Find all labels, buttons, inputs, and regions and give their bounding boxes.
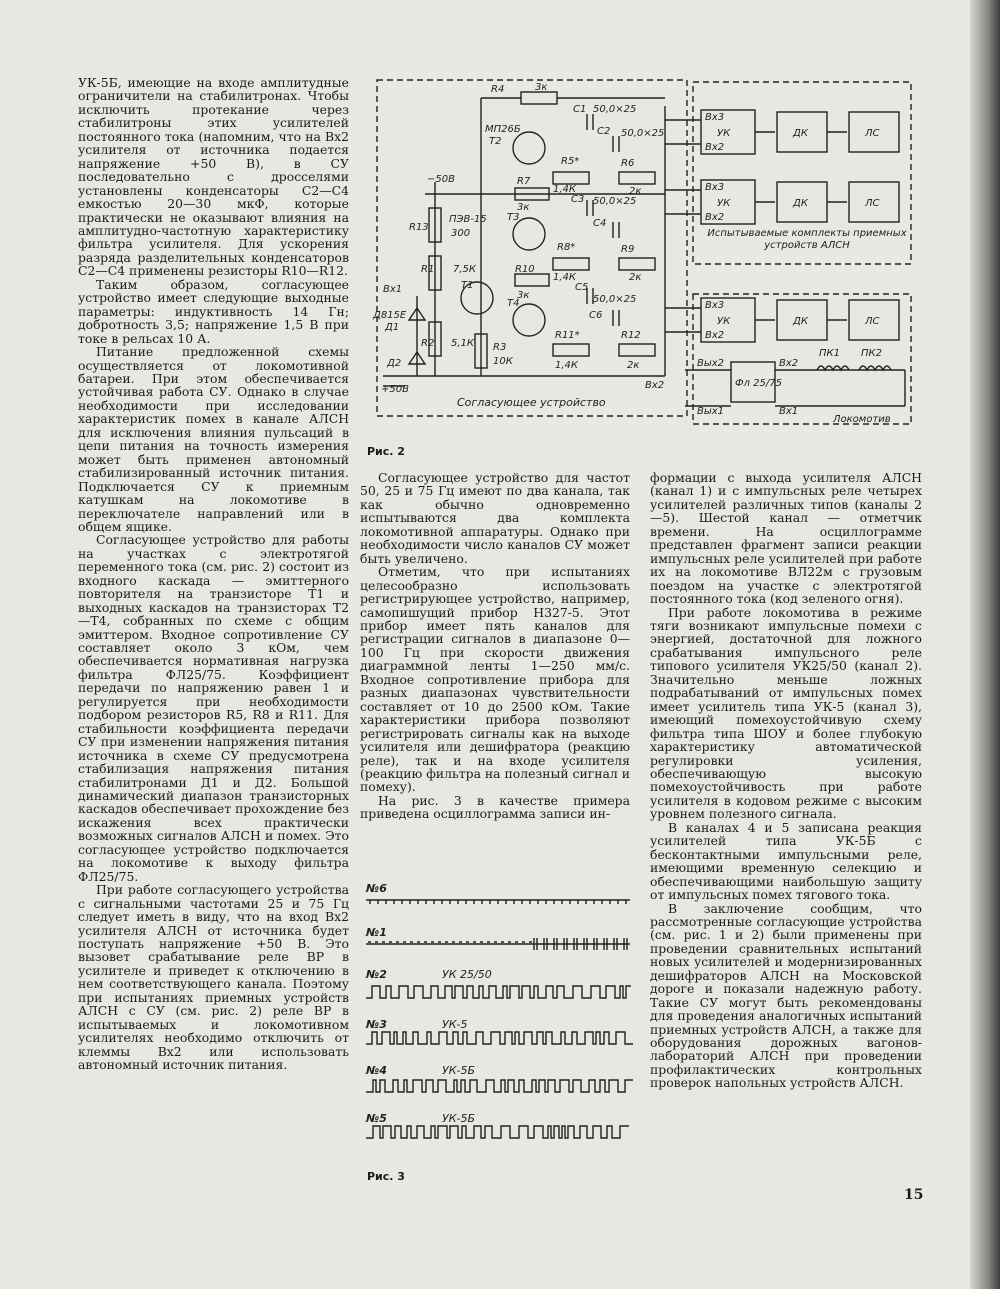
- label-r4-value: 3к: [535, 82, 548, 93]
- text-column-left: [78, 76, 349, 1072]
- figure-2-schematic: [365, 76, 917, 442]
- channel-label: №3: [366, 1018, 387, 1031]
- paragraph: Питание предложенной схемы осуществляется от локомотивной батареи. При этом обеспечивается устойчивая работа СУ. Однако в случае необходимости при исследовании характеристик помех в канале АЛСН для исключения влияния пульсаций в цепи питания на точность измерения может быть применен автономный стабилизированный источник питания. Подключается СУ к приемным катушкам на локомотиве в переключателе направлений или в общем ящике.: [78, 344, 349, 534]
- label-r13-type: ПЭВ-15: [449, 214, 487, 225]
- label-r1-value: 7,5К: [453, 264, 477, 275]
- block-vx2: Вх2: [705, 142, 725, 153]
- label-t4: Т4: [507, 298, 520, 309]
- label-c3: С3: [571, 194, 585, 205]
- label-r5-value: 1,4К: [553, 184, 577, 195]
- label-r12: R12: [621, 330, 641, 341]
- label-d815e: Д815Е: [373, 310, 407, 321]
- paragraph: При работе согласующего устройства с сигнальными частотами 25 и 75 Гц следует иметь в виду, что на вход Вх2 усилителя АЛСН от источника будет поступать напряжение +50 В. Это вызовет срабатывание реле ВР в усилителе и приведет к отключению в нем соответствующего канала. Поэтому при испытаниях приемных устройств АЛСН с СУ (см. рис. 2) реле ВР в испытываемых и локомотивном усилителях необходимо отключить от клеммы Вх2 или использовать автономный источник питания.: [78, 882, 349, 1073]
- label-c1: С1: [573, 104, 587, 115]
- block-vx3: Вх3: [705, 182, 725, 193]
- label-c5: С5: [575, 282, 589, 293]
- block-ls: ЛС: [865, 316, 880, 327]
- label-r1: R1: [421, 264, 435, 275]
- paragraph: В каналах 4 и 5 записана реакция усилителей типа УК-5Б с бесконтактными импульсными реле, имеющими временную селекцию и обеспечивающими наибольшую защиту от импульсных помех тягового тока.: [650, 819, 922, 903]
- label-r5: R5*: [561, 156, 580, 167]
- channel-label: №5: [366, 1112, 387, 1125]
- paragraph: Согласующее устройство для частот 50, 25 и 75 Гц имеют по два канала, так как обычно одновременно испытываются два комплекта локомотивной аппаратуры. Однако при необходимости число каналов СУ может быть увеличено.: [360, 470, 630, 566]
- label-t3: Т3: [507, 212, 520, 223]
- label-r10: R10: [515, 264, 535, 275]
- block-vx3: Вх3: [705, 112, 725, 123]
- block-vx2: Вх2: [705, 212, 725, 223]
- channel-amplifier-label: УК-5: [442, 1018, 468, 1031]
- paragraph: В заключение сообщим, что рассмотренные согласующие устройства (см. рис. 1 и 2) были применены при проведении сравнительных испытаний новых усилителей и модернизированных дешифраторов АЛСН на Московской дороге и показали надежную работу. Такие СУ могут быть рекомендованы для проведения аналогичных испытаний приемных устройств АЛСН, а также для оборудования дорожных вагонов-лабораторий АЛСН при проведении профилактических контрольных проверок напольных устройств АЛСН.: [650, 900, 922, 1091]
- label-pk2: ПК2: [861, 348, 882, 359]
- channel-amplifier-label: УК-5Б: [442, 1064, 476, 1077]
- channel-trace: [366, 1126, 629, 1138]
- paragraph: Согласующее устройство для работы на участках с электротягой переменного тока (см. рис. 2) состоит из входного каскада — эмиттерного повторителя на транзисторе Т1 и выходных каскадов на транзисторах Т2—Т4, собранных по схеме с общим эмиттером. Входное сопротивление СУ составляет около 3 кОм, чем обеспечивается нормативная нагрузка фильтра ФЛ25/75. Коэффициент передачи по напряжению равен 1 и регулируется при необходимости подбором резисторов R5, R8 и R11. Для стабильности коэффициента передачи СУ при изменении напряжения питания источника в схеме СУ предусмотрена стабилизация напряжения питания стабилитронами Д1 и Д2. Большой динамический диапазон транзисторных каскадов обеспечивает прохождение без искажения всех практически возможных сигналов АЛСН и помех. Это согласующее устройство подключается на локомотиве к выходу фильтра ФЛ25/75.: [78, 532, 349, 884]
- label-c6: С6: [589, 310, 603, 321]
- label-minus-50v: −50В: [427, 174, 455, 185]
- block-vyx2: Вых2: [697, 358, 725, 369]
- label-c5-value: 50,0×25: [593, 294, 637, 305]
- label-r6-value: 2к: [629, 186, 642, 197]
- label-d1: Д1: [385, 322, 400, 333]
- label-t2-type: МП26Б: [485, 124, 521, 135]
- label-r8: R8*: [557, 242, 576, 253]
- block-vx1-loco: Вх1: [779, 406, 799, 417]
- label-r6: R6: [621, 158, 635, 169]
- page-number: 15: [904, 1187, 924, 1203]
- channel-trace: [366, 986, 631, 998]
- label-r13: R13: [409, 222, 429, 233]
- label-r9: R9: [621, 244, 635, 255]
- block-dk: ДК: [793, 128, 808, 139]
- block-uk: УК: [717, 316, 731, 327]
- label-vx1: Вх1: [383, 284, 403, 295]
- paragraph: формации с выхода усилителя АЛСН (канал 1) и с импульсных реле четырех усилителей различных типов (каналы 2—5). Шестой канал — отметчик времени. На осциллограмме представлен фрагмент записи реакции импульсных реле усилителей при работе их на локомотиве ВЛ22м с грузовым поездом на участке с электротягой постоянного тока (код зеленого огня).: [650, 470, 922, 607]
- label-r8-value: 1,4К: [553, 272, 577, 283]
- label-r2: R2: [421, 338, 435, 349]
- channel-label: №2: [366, 968, 387, 981]
- label-r10-value: 3к: [517, 290, 530, 301]
- label-t1: Т1: [461, 280, 474, 291]
- label-vx2: Вх2: [645, 380, 665, 391]
- label-r9-value: 2к: [629, 272, 642, 283]
- figure-3-caption: Рис. 3: [367, 1170, 405, 1183]
- label-c2-value: 50,0×25: [621, 128, 665, 139]
- channel-trace: [366, 1032, 633, 1044]
- text-column-middle: [360, 471, 630, 821]
- text-column-right: [650, 471, 922, 1090]
- label-c3-value: 50,0×25: [593, 196, 637, 207]
- paragraph: На рис. 3 в качестве примера приведена осциллограмма записи ин-: [360, 792, 630, 822]
- label-r3-value: 10К: [493, 356, 513, 367]
- channel-label: №4: [366, 1064, 387, 1077]
- paragraph: При работе локомотива в режиме тяги возникают импульсные помехи с энергией, достаточной для ложного срабатывания импульсного реле типового усилителя УК25/50 (канал 2). Значительно меньше ложных подрабатываний от импульсных помех имеет усилитель типа УК-5 (канал 3), имеющий помехоустойчивую схему фильтра типа ШОУ и более глубокую характеристику автоматической регулировки усиления, обеспечивающую высокую помехоустойчивость при работе усилителя в кодовом режиме с высоким уровнем полезного сигнала.: [650, 604, 922, 822]
- label-r3: R3: [493, 342, 507, 353]
- block-uk: УК: [717, 128, 731, 139]
- channel-trace: [366, 900, 630, 904]
- label-c4: С4: [593, 218, 607, 229]
- label-r2-value: 5,1К: [451, 338, 475, 349]
- loco-label: Локомотив: [833, 414, 891, 425]
- test-kits-label: Испытываемые комплекты приемных устройств АЛСН: [707, 228, 907, 251]
- block-vx2: Вх2: [705, 330, 725, 341]
- block-ls: ЛС: [865, 128, 880, 139]
- label-r7-value: 3к: [517, 202, 530, 213]
- block-ls: ЛС: [865, 198, 880, 209]
- channel-amplifier-label: УК-5Б: [442, 1112, 476, 1125]
- figure-3-oscillogram: [362, 882, 634, 1164]
- label-plus-50v: +50В: [381, 384, 409, 395]
- label-t2: Т2: [489, 136, 502, 147]
- label-c2: С2: [597, 126, 611, 137]
- channel-amplifier-label: УК 25/50: [442, 968, 492, 981]
- page-edge-shadow: [970, 0, 1000, 1289]
- label-pk1: ПК1: [819, 348, 840, 359]
- label-r7: R7: [517, 176, 531, 187]
- block-uk: УК: [717, 198, 731, 209]
- paragraph: УК-5Б, имеющие на входе амплитудные ограничители на стабилитронах. Чтобы исключить протекание через стабилитроны этих усилителей постоянного тока (напомним, что на Вх2 усилителя от источника подается напряжение +50 В), в СУ последовательно с дросселями установлены конденсаторы С2—С4 емкостью 20—30 мкФ, которые практически не оказывают влияния на амплитудно-частотную характеристику фильтра усилителя. Для ускорения разряда разделительных конденсаторов С2—С4 применены резисторы R10—R12.: [78, 75, 349, 279]
- block-vx2-loco: Вх2: [779, 358, 799, 369]
- filter-label: Фл 25/75: [735, 378, 782, 389]
- label-d2: Д2: [387, 358, 402, 369]
- paragraph: Таким образом, согласующее устройство имеет следующие выходные параметры: индуктивность 14 Гн; добротность 3,5; напряжение 1,5 В при токе в рельсах 10 А.: [78, 276, 349, 346]
- channel-trace: [366, 1080, 633, 1092]
- label-r4: R4: [491, 84, 505, 95]
- block-dk: ДК: [793, 198, 808, 209]
- su-label: Согласующее устройство: [457, 396, 606, 409]
- label-r12-value: 2к: [627, 360, 640, 371]
- channel-trace: [366, 938, 630, 950]
- block-vx3: Вх3: [705, 300, 725, 311]
- label-r13-value: 300: [451, 228, 471, 239]
- paragraph: Отметим, что при испытаниях целесообразно использовать регистрирующее устройство, например, самопишущий прибор Н327-5. Этот прибор имеет пять каналов для регистрации сигналов в диапазоне 0—100 Гц при скорости движения диаграммной ленты 1—250 мм/с. Входное сопротивление прибора для разных диапазонах чувствительности составляет от 10 до 2500 кОм. Такие характеристики прибора позволяют регистрировать сигналы как на выходе усилителя или дешифратора (реакцию реле), так и на входе усилителя (реакцию фильтра на полезный сигнал и помеху).: [360, 564, 630, 795]
- block-dk: ДК: [793, 316, 808, 327]
- label-r11-value: 1,4К: [555, 360, 579, 371]
- figure-2-caption: Рис. 2: [367, 445, 405, 458]
- block-vyx1: Вых1: [697, 406, 725, 417]
- channel-label: №1: [366, 926, 387, 939]
- label-r11: R11*: [555, 330, 580, 341]
- label-c1-value: 50,0×25: [593, 104, 637, 115]
- channel-label: №6: [366, 882, 387, 895]
